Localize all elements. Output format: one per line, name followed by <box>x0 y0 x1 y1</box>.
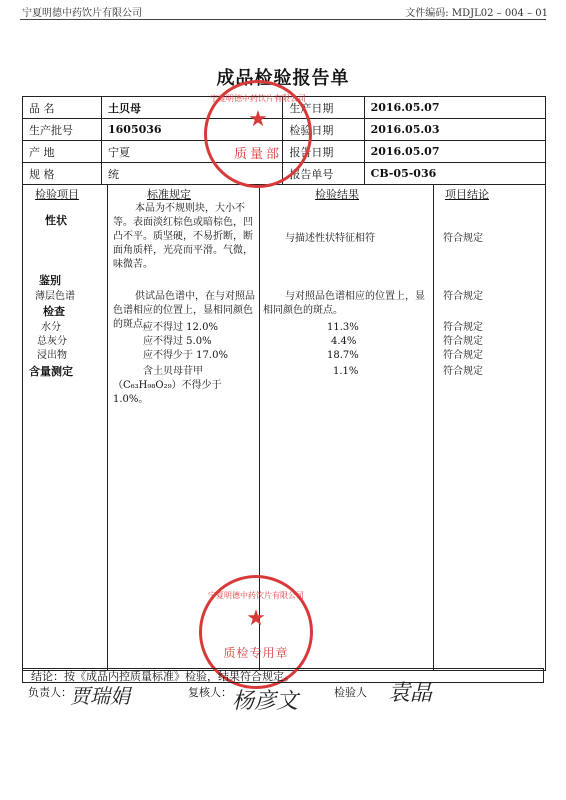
inspector-label: 检验人 <box>334 686 367 699</box>
info-label: 报告单号 <box>283 163 364 185</box>
extract-standard: 应不得少于 17.0% <box>143 350 228 361</box>
ash-result: 4.4% <box>331 336 357 347</box>
reviewer-label: 复核人： <box>188 686 232 699</box>
page-title: 成品检验报告单 <box>216 68 350 89</box>
assay-conclusion: 符合规定 <box>443 366 483 377</box>
info-label: 报告日期 <box>283 141 364 163</box>
info-label: 检验日期 <box>283 119 364 141</box>
info-label: 规 格 <box>23 163 102 185</box>
info-value: 2016.05.07 <box>364 141 545 163</box>
column-header-item: 检验项目 <box>35 188 79 201</box>
assay-standard: 含土贝母苷甲（C₆₃H₉₈O₂₉）不得少于 1.0%。 <box>113 366 222 405</box>
extract-item: 浸出物 <box>37 350 67 361</box>
info-value: CB-05-036 <box>364 163 545 185</box>
trait-conclusion: 符合规定 <box>443 233 483 244</box>
extract-conclusion: 符合规定 <box>443 350 483 361</box>
header-divider <box>20 19 546 20</box>
ash-item: 总灰分 <box>37 336 67 347</box>
conclusion-line: 结论：按《成品内控质量标准》检验，结果符合规定。 <box>22 668 544 683</box>
inspector-signature: 袁晶 <box>388 681 433 706</box>
water-result: 11.3% <box>327 322 359 333</box>
water-standard: 应不得过 12.0% <box>143 322 218 333</box>
tlc-item: 薄层色谱 <box>35 291 75 302</box>
column-header-standard: 标准规定 <box>147 188 191 201</box>
ash-conclusion: 符合规定 <box>443 336 483 347</box>
info-label: 产 地 <box>23 141 102 163</box>
info-label: 品 名 <box>23 97 102 119</box>
stamp-ring-text: 宁夏明德中药饮片有限公司 <box>210 94 306 103</box>
reviewer-signature: 杨彦文 <box>232 689 299 714</box>
leader-signature: 贾瑞娟 <box>70 684 130 708</box>
column-header-result: 检验结果 <box>315 188 359 201</box>
info-value: 统 <box>102 163 283 185</box>
star-icon: ★ <box>248 107 268 132</box>
quality-dept-stamp <box>204 80 312 188</box>
assay-result: 1.1% <box>333 366 359 377</box>
trait-standard: 本品为不规则块，大小不等。表面淡红棕色或暗棕色，凹凸不平。质坚硬，不易折断，断面角质样，光亮而平滑。气微，味微苦。 <box>113 203 253 270</box>
star-icon: ★ <box>246 606 266 631</box>
tlc-conclusion: 符合规定 <box>443 291 483 302</box>
info-label: 生产批号 <box>23 119 102 141</box>
info-value: 宁夏 <box>102 141 283 163</box>
section-identify: 鉴别 <box>39 274 61 287</box>
section-inspect: 检查 <box>43 305 65 318</box>
trait-result: 与描述性状特征相符 <box>285 233 375 244</box>
header-company: 宁夏明德中药饮片有限公司 <box>22 8 142 19</box>
info-value: 2016.05.03 <box>364 119 545 141</box>
column-divider <box>107 184 108 670</box>
info-label: 生产日期 <box>283 97 364 119</box>
info-value: 土贝母 <box>102 97 283 119</box>
stamp-ring-text: 宁夏明德中药饮片有限公司 <box>208 591 304 600</box>
tlc-result: 与对照品色谱相应的位置上，显相同颜色的斑点。 <box>263 291 425 316</box>
water-item: 水分 <box>41 322 61 333</box>
water-conclusion: 符合规定 <box>443 322 483 333</box>
stamp-center-text: 质量部 <box>233 147 282 162</box>
info-value: 1605036 <box>102 119 283 141</box>
column-divider <box>433 184 434 670</box>
extract-result: 18.7% <box>327 350 359 361</box>
tlc-standard: 供试品色谱中，在与对照品色谱相应的位置上，显相同颜色的斑点。 <box>113 291 255 330</box>
header-doc-number: 文件编码: MDJL02 – 004 – 01 <box>405 8 548 19</box>
section-assay: 含量测定 <box>29 365 73 378</box>
section-trait: 性状 <box>45 214 67 227</box>
info-value: 2016.05.07 <box>364 97 545 119</box>
stamp-center-text: 质检专用章 <box>223 646 289 660</box>
ash-standard: 应不得过 5.0% <box>143 336 212 347</box>
leader-label: 负责人： <box>28 686 72 699</box>
column-header-conclusion: 项目结论 <box>445 188 489 201</box>
